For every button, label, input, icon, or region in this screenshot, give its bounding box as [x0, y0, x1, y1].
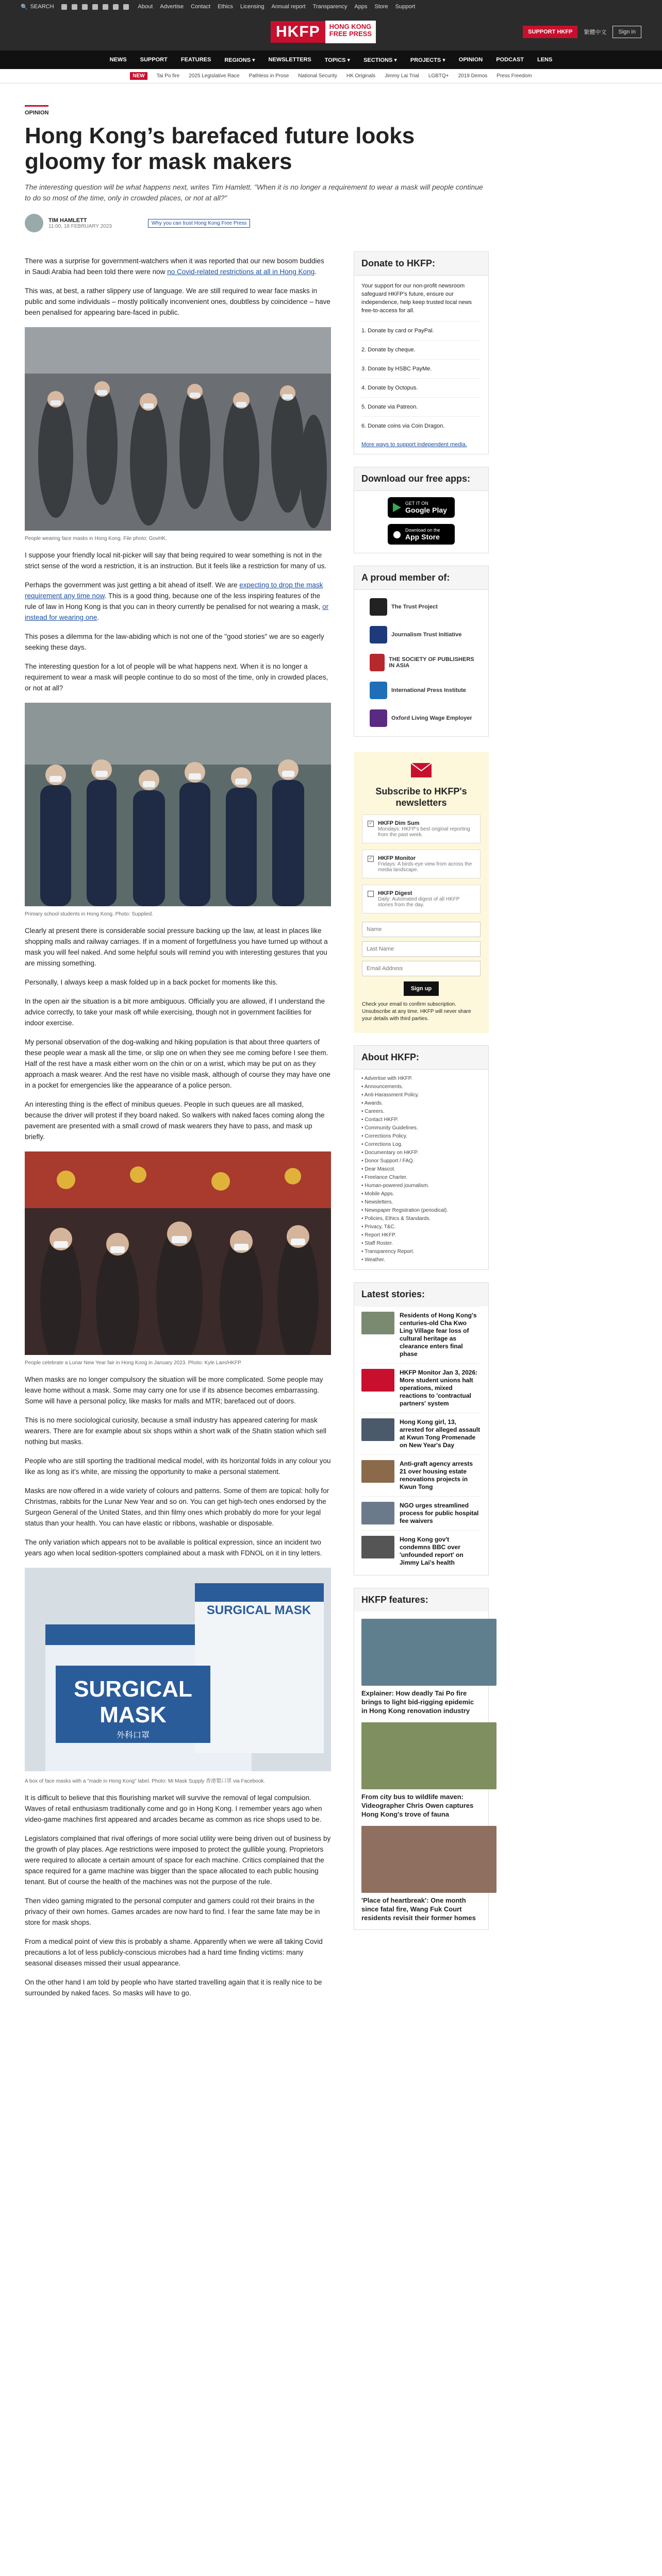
newsletter-note: Check your email to confirm subscription. Unsubscribe at any time. HKFP will never share your details with third parties. — [362, 1002, 471, 1022]
photo-caption: Primary school students in Hong Kong. Photo: Supplied. — [25, 911, 154, 917]
feature-image — [361, 1619, 496, 1686]
newsletter-option[interactable]: ✓ HKFP Dim Sum Mondays: HKFP's best original reporting from the past week. — [362, 815, 481, 843]
feature-image — [361, 1826, 496, 1893]
site-logo[interactable]: HKFP HONG KONG FREE PRESS — [271, 21, 376, 43]
social-links — [61, 4, 129, 10]
donate-box — [354, 251, 489, 454]
about-link[interactable]: • Contact HKFP. — [361, 1117, 399, 1123]
new-badge: NEW — [130, 72, 147, 80]
mask-box-label-1: SURGICAL — [74, 1676, 192, 1702]
donate-option[interactable]: 2. Donate by cheque. — [361, 340, 481, 359]
author-name[interactable]: TIM HAMLETT — [48, 217, 87, 224]
story-thumbnail — [361, 1369, 394, 1392]
paragraph: This is no mere sociological curiosity, because a small industry has appeared catering for mask wearers. There are for example about six shops within a short walk of the Shatin station which sell nothing but masks. — [25, 1416, 327, 1446]
mask-box-label-2: MASK — [100, 1702, 167, 1727]
about-box — [354, 1045, 489, 1270]
youtube-icon[interactable] — [103, 4, 108, 10]
donate-option[interactable]: 3. Donate by HSBC PayMe. — [361, 359, 481, 378]
about-link[interactable]: • Freelance Charter. — [361, 1175, 408, 1180]
donate-title: Donate to HKFP: — [354, 252, 488, 276]
paragraph: The interesting question for a lot of people will be what happens next. When it is no longer a requirement to wear a mask will people continue to do so most of the time, only in crowded places, or not at all? — [25, 663, 328, 692]
nav-item[interactable]: FEATURES — [180, 57, 211, 63]
about-link[interactable]: • Staff Roster. — [361, 1241, 393, 1246]
photo-caption: People celebrate a Lunar New Year fair in Hong Kong in January 2023. Photo: Kyle Lam/HKFP. — [25, 1360, 242, 1366]
about-link[interactable]: • Announcements. — [361, 1084, 403, 1090]
paragraph: Personally, I always keep a mask folded up in a back pocket for moments like this. — [25, 978, 278, 986]
inline-link[interactable]: no Covid-related restrictions at all in Hong Kong — [167, 268, 315, 276]
newsletter-option[interactable]: ✓ HKFP Monitor Fridays: A birds-eye view from across the media landscape. — [362, 850, 481, 878]
about-link[interactable]: • Human-powered journalism. — [361, 1183, 429, 1189]
util-link[interactable]: Annual report — [271, 4, 306, 10]
util-link[interactable]: Apps — [354, 4, 368, 10]
paragraph: An interesting thing is the effect of minibus queues. People in such queues are all masked, because the driver will protest if they board naked. So walkers with naked faces coming along the pavement are presented with a small crowd of mask wearers they have to pass, and mask up briefly. — [25, 1100, 325, 1141]
photo-caption: People wearing face masks in Hong Kong. File photo: GovHK. — [25, 536, 167, 541]
app-store-button[interactable]: Download on the App Store — [388, 524, 455, 545]
article-photo[interactable] — [25, 703, 331, 917]
mask-box-sub-label: 外科口罩 — [116, 1730, 150, 1740]
util-link[interactable]: Ethics — [218, 4, 234, 10]
topic-link[interactable]: Jimmy Lai Trial — [385, 73, 419, 79]
member-logo[interactable]: THE SOCIETY OF PUBLISHERS IN ASIA — [370, 652, 481, 673]
about-title: About HKFP: — [354, 1046, 488, 1070]
topic-link[interactable]: LGBTQ+ — [428, 73, 449, 79]
topic-link[interactable]: 2025 Legislative Race — [189, 73, 240, 79]
about-link[interactable]: • Corrections Policy. — [361, 1133, 407, 1139]
donate-more-link[interactable]: More ways to support independent media. — [361, 442, 467, 448]
about-link[interactable]: • Corrections Log. — [361, 1142, 403, 1147]
feature-story[interactable]: Explainer: How deadly Tai Po fire brings to light bid-rigging epidemic in Hong Kong renovation industry — [361, 1619, 481, 1715]
topic-link[interactable]: Tai Po fire — [156, 73, 180, 79]
linkedin-icon[interactable] — [113, 4, 119, 10]
last-name-field[interactable] — [362, 941, 481, 957]
latest-title: Latest stories: — [354, 1283, 488, 1306]
paragraph: When masks are no longer compulsory the situation will be more complicated. Some people may leave home without a mask. Some may carry one for use if its absence becomes embarrassing. Some will have a personal policy, like masks for malls and MTR; barefaced out of doors. — [25, 1376, 323, 1405]
latest-story[interactable]: HKFP Monitor Jan 3, 2026: More student unions halt operations, mixed reactions to 'contractual partners' system — [361, 1363, 481, 1413]
telegram-icon[interactable] — [92, 4, 98, 10]
story-thumbnail — [361, 1418, 394, 1441]
language-link[interactable]: 繁體中文 — [584, 29, 607, 36]
article-title: Hong Kong’s barefaced future looks gloomy for mask makers — [25, 123, 415, 174]
paragraph: There was a surprise for government-watchers when it was reported that our new bosom buddies in Saudi Arabia had been told there were now no Covid-related restrictions at all in Hong Kong. — [25, 257, 324, 276]
members-box — [354, 566, 489, 737]
topic-link[interactable]: Pathless in Prose — [249, 73, 289, 79]
article-body — [25, 247, 331, 1998]
signup-button[interactable]: Sign up — [404, 981, 439, 996]
latest-box — [354, 1282, 489, 1575]
member-logo[interactable]: Oxford Living Wage Employer — [370, 707, 481, 729]
about-link[interactable]: • Dear Mascot. — [361, 1166, 395, 1172]
latest-story[interactable]: Hong Kong girl, 13, arrested for alleged assault at Kwun Tong Promenade on New Year's Day — [361, 1413, 481, 1454]
rss-icon[interactable] — [123, 4, 129, 10]
sopa-icon — [370, 654, 385, 671]
author-avatar[interactable] — [25, 214, 43, 232]
trust-project-icon — [370, 598, 387, 616]
section-tag[interactable]: OPINION — [25, 105, 48, 116]
features-box — [354, 1588, 489, 1930]
jti-icon — [370, 626, 387, 643]
feature-image — [361, 1722, 496, 1789]
donate-option[interactable]: 1. Donate by card or PayPal. — [361, 321, 481, 340]
story-thumbnail — [361, 1502, 394, 1524]
name-field[interactable] — [362, 922, 481, 937]
main-nav — [0, 50, 662, 69]
paragraph: It is difficult to believe that this flourishing market will survive the removal of legal compulsion. Waves of retail enthusiasm traditionally come and go in Hong Kong. I remember years ago when video-game machines first appeared and arcades became as common as rice shops used to be. — [25, 1794, 322, 1823]
byline — [25, 214, 520, 232]
paragraph: I suppose your friendly local nit-picker will say that being required to wear something is not in the strict sense of the word a restriction, it is an instruction. But it feels like a restriction for many of us. — [25, 551, 327, 570]
photo-caption: A box of face masks with a "made in Hong Kong" label. Photo: Mi Mask Supply 香港製口罩 via Facebook. — [25, 1778, 266, 1784]
paragraph: My personal observation of the dog-walking and hiking population is that about three quarters of these people wear a mask all the time, or slip one on when they see me coming before I see them. Half of the rest have a mask either worn on the chin or on a wrist, which may be put on as they approach a mask wearer. And the rest have no visible mask, although of course they may have one in a pocket for emergencies like the appearance of a police person. — [25, 1038, 330, 1089]
util-link[interactable]: Licensing — [240, 4, 264, 10]
paragraph: The only variation which appears not to be available is political expression, since an incident two years ago when local sedition-spotters complained about a mask with FDNOL on it in tiny letters. — [25, 1538, 322, 1557]
story-thumbnail — [361, 1312, 394, 1334]
util-link[interactable]: Transparency — [312, 4, 347, 10]
checkbox-icon[interactable] — [368, 891, 374, 897]
google-play-icon — [393, 503, 401, 512]
paragraph: Clearly at present there is considerable social pressure backing up the law, at least in places like shopping malls and railway carriages. If in a moment of forgetfulness you have turned up without a mask you will feel naked. And some helpful souls will remind you with interesting gestures that you are missing something. — [25, 927, 328, 967]
features-title: HKFP features: — [354, 1588, 488, 1612]
paragraph: People who are still sporting the traditional medical model, with its horizontal folds in any colour you like as long as it’s white, are missing the opportunity to make a personal statement. — [25, 1457, 331, 1476]
paragraph: Perhaps the government was just getting a bit ahead of itself. We are expecting to drop the mask requirement any time now. This is a good thing, because one of the less inspiring features of the rule of law in Hong Kong is that you can in theory currently be penalised for not wearing a mask, or instead for wearing one. — [25, 581, 329, 621]
feature-story[interactable]: From city bus to wildlife maven: Videographer Chris Owen captures Hong Kong's trove of fauna — [361, 1722, 481, 1819]
paragraph: This was, at best, a rather slippery use of language. We are still required to wear face masks in public and some individuals – mostly politically inconvenient ones, doubtless by coincidence – have been penalised for appearing bare-faced in public. — [25, 287, 330, 316]
nav-item[interactable]: OPINION — [458, 57, 483, 63]
topic-link[interactable]: Press Freedom — [496, 73, 532, 79]
utility-bar — [0, 0, 662, 13]
sidebar — [354, 247, 489, 1930]
about-link[interactable]: • Policies, Ethics & Standards. — [361, 1216, 431, 1222]
ipi-icon — [370, 682, 387, 699]
story-thumbnail — [361, 1460, 394, 1483]
nav-item[interactable]: REGIONS ▾ — [224, 57, 255, 63]
newsletter-title: Subscribe to HKFP's newsletters — [375, 786, 467, 808]
util-link[interactable]: Store — [374, 4, 388, 10]
twitter-icon[interactable] — [72, 4, 77, 10]
util-link[interactable]: Advertise — [160, 4, 184, 10]
checkbox-icon[interactable]: ✓ — [368, 856, 373, 861]
envelope-icon — [410, 762, 432, 778]
nav-item[interactable]: LENS — [537, 57, 553, 63]
apple-icon — [393, 530, 401, 539]
latest-story[interactable]: Residents of Hong Kong's centuries-old Cha Kwo Ling Village fear loss of cultural heritage as clearance enters final phase — [361, 1306, 481, 1363]
photo-students — [25, 703, 331, 906]
about-link[interactable]: • Awards. — [361, 1100, 383, 1106]
nav-item[interactable]: SUPPORT — [140, 57, 168, 63]
about-link[interactable]: • Community Guidelines. — [361, 1125, 418, 1131]
nav-item[interactable]: NEWSLETTERS — [268, 57, 311, 63]
nav-item[interactable]: NEWS — [109, 57, 127, 63]
util-link[interactable]: About — [138, 4, 153, 10]
search-icon: 🔍 — [21, 4, 28, 10]
member-logo[interactable]: Journalism Trust Initiative — [370, 624, 481, 646]
latest-story[interactable]: NGO urges streamlined process for public hospital fee waivers — [361, 1496, 481, 1530]
instagram-icon[interactable] — [82, 4, 88, 10]
paragraph: In the open air the situation is a bit more ambiguous. Officially you are allowed, if I understand the advice correctly, to take your mask off while exercising, though not in government facilities for indoor exercise. — [25, 997, 325, 1027]
photo-mask-box — [25, 1568, 331, 1771]
photo-crowd-masks — [25, 327, 331, 531]
donate-option[interactable]: 4. Donate by Octopus. — [361, 378, 481, 397]
util-link[interactable]: Support — [395, 4, 416, 10]
member-logo[interactable]: The Trust Project — [370, 596, 481, 618]
email-field[interactable] — [362, 961, 481, 976]
donate-option[interactable]: 6. Donate coins via Coin Dragon. — [361, 416, 481, 435]
feature-story[interactable]: 'Place of heartbreak': One month since fatal fire, Wang Fuk Court residents revisit their former homes — [361, 1826, 481, 1922]
member-logo[interactable]: International Press Institute — [370, 680, 481, 701]
nav-item[interactable]: TOPICS ▾ — [324, 57, 351, 63]
trust-link[interactable]: Why you can trust Hong Kong Free Press — [148, 219, 251, 228]
inline-link[interactable]: or instead for wearing one — [25, 603, 329, 621]
members-title: A proud member of: — [354, 566, 488, 590]
signin-button[interactable]: Sign in — [613, 26, 641, 38]
paragraph: From a medical point of view this is probably a shame. Apparently when we were all taking Covid precautions a lot of less publicly-conscious microbes had a hard time finding victims: many seasonal diseases missed their usual appearance. — [25, 1938, 323, 1967]
topic-link[interactable]: National Security — [298, 73, 337, 79]
about-link[interactable]: • Mobile Apps. — [361, 1191, 394, 1197]
about-link[interactable]: • Newspaper Registration (periodical). — [361, 1208, 449, 1213]
about-link[interactable]: • Anti-Harassment Policy. — [361, 1092, 419, 1098]
article-photo[interactable] — [25, 1151, 331, 1366]
facebook-icon[interactable] — [61, 4, 67, 10]
paragraph: This poses a dilemma for the law-abiding which is not one of the "good stories" we are so eagerly seeking these days. — [25, 633, 324, 651]
about-link[interactable]: • Advertise with HKFP. — [361, 1076, 412, 1081]
google-play-button[interactable]: GET IT ON Google Play — [388, 497, 455, 518]
about-link[interactable]: • Careers. — [361, 1109, 385, 1114]
about-link[interactable]: • Donor Support / FAQ. — [361, 1158, 415, 1164]
topic-link[interactable]: 2019 Demos — [458, 73, 488, 79]
article-photo[interactable] — [25, 327, 331, 541]
search-trigger[interactable]: 🔍 SEARCH — [21, 4, 54, 10]
newsletter-option[interactable]: HKFP Digest Daily: Automated digest of all HKFP stories from the day. — [362, 885, 481, 913]
topic-link[interactable]: HK Originals — [346, 73, 376, 79]
about-links — [354, 1070, 488, 1269]
util-link[interactable]: Contact — [191, 4, 211, 10]
apps-title: Download our free apps: — [354, 467, 488, 491]
about-link[interactable]: • Weather. — [361, 1257, 386, 1263]
nav-item[interactable]: SECTIONS ▾ — [363, 57, 397, 63]
story-thumbnail — [361, 1536, 394, 1558]
paragraph: Masks are now offered in a wide variety of colours and patterns. Some of them are topical: holly for Christmas, rabbits for the Lunar New Year and so on. You can get high-tech ones endorsed by the Surgeon General of the United States, and thin filmy ones which probably do more for your legal status than your health. You can have elastic or ribbons, washable or disposable. — [25, 1487, 329, 1527]
latest-story[interactable]: Hong Kong gov't condemns BBC over 'unfounded report' on Jimmy Lai's health — [361, 1530, 481, 1572]
utility-links — [138, 4, 416, 10]
paragraph: On the other hand I am told by people who have started travelling again that it is really nice to be surrounded by naked faces. So masks will have to go. — [25, 1978, 322, 1997]
topic-ticker — [0, 69, 662, 83]
publish-date: 11:00, 18 FEBRUARY 2023 — [48, 223, 112, 229]
about-link[interactable]: • Transparency Report. — [361, 1249, 415, 1255]
about-link[interactable]: • Newsletters. — [361, 1199, 393, 1205]
inline-link[interactable]: expecting to drop the mask requirement any time now — [25, 581, 323, 600]
site-header — [0, 13, 662, 50]
about-link[interactable]: • Documentary on HKFP. — [361, 1150, 419, 1156]
article-photo[interactable] — [25, 1568, 331, 1784]
mask-box-side-label: SURGICAL MASK — [206, 1603, 311, 1617]
standfirst: The interesting question will be what happens next, writes Tim Hamlett. "When it is no longer a requirement to wear a mask will people continue to do so most of the time, only in crowded places, or not at all?" — [25, 183, 483, 202]
living-wage-icon — [370, 709, 387, 727]
support-button[interactable]: SUPPORT HKFP — [523, 26, 577, 38]
donate-text: Your support for our non-profit newsroom safeguard HKFP's future, ensure our independence, help keep trusted local news free-to-access for all. — [361, 283, 472, 314]
latest-story[interactable]: Anti-graft agency arrests 21 over housing estate renovations projects in Kwun Tong — [361, 1454, 481, 1496]
nav-item[interactable]: PROJECTS ▾ — [410, 57, 445, 63]
apps-box — [354, 467, 489, 553]
donate-option[interactable]: 5. Donate via Patreon. — [361, 397, 481, 416]
checkbox-icon[interactable]: ✓ — [368, 821, 373, 826]
newsletter-box — [354, 752, 489, 1033]
paragraph: Then video gaming migrated to the personal computer and gamers could rot their brains in the privacy of their own homes. Games arcades are now hard to find. I fear the same fate may be in store for mask shops. — [25, 1897, 320, 1926]
paragraph: Legislators complained that rival offerings of more social utility were being driven out of business by the growth of play places. Age restrictions were imposed to protect the gullible young. Proprietors were required to allocate a certain amount of space for each machine. Critics complained that the space required for a game machine was bigger than the space allocated to each public housing tenant. But of course the health of the machines was not the purpose of the rule. — [25, 1835, 331, 1886]
about-link[interactable]: • Report HKFP. — [361, 1232, 396, 1238]
about-link[interactable]: • Privacy, T&C. — [361, 1224, 396, 1230]
nav-item[interactable]: PODCAST — [496, 57, 524, 63]
photo-lunar-fair — [25, 1151, 331, 1355]
